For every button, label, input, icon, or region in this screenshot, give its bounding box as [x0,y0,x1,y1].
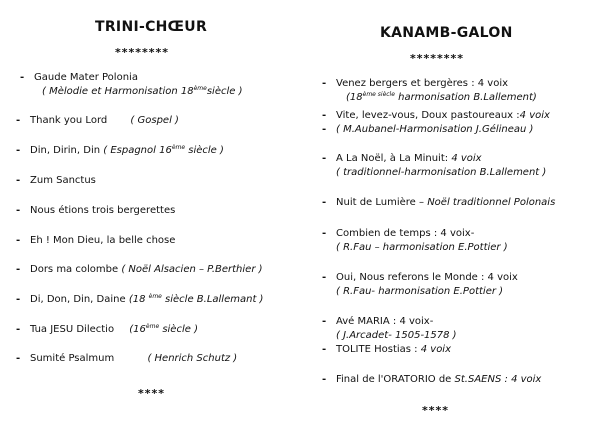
left-item-7: - Dors ma colombe ( Noël Alsacien – P.Berthier ) [16,264,263,275]
left-item-5: - Nous étions trois bergerettes [16,205,176,216]
left-item-6: - Eh ! Mon Dieu, la belle chose [16,235,176,246]
left-item-1-note: ( Mèlodie et Harmonisation 18èmesiècle ) [42,85,243,97]
right-item-6: - Oui, Nous referons le Monde : 4 voix [322,272,518,283]
right-item-3-note: ( traditionnel-harmonisation B.Lallement ) [336,167,547,178]
right-item-7: - Avé MARIA : 4 voix- [322,316,434,327]
right-item-7-note: ( J.Arcadet- 1505-1578 ) [336,330,457,341]
right-stars-top: ******** [410,52,465,65]
right-stars-bottom: **** [422,404,450,417]
right-item-6-note: ( R.Fau- harmonisation E.Pottier ) [336,286,504,297]
right-item-5-note: ( R.Fau – harmonisation E.Pottier ) [336,242,508,253]
right-item-4: - Nuit de Lumière – Noël traditionnel Polonais [322,197,556,208]
left-item-10: - Sumité Psalmum ( Henrich Schutz ) [16,353,238,364]
left-item-3: - Din, Dirin, Din ( Espagnol 16ème siècle ) [16,144,224,156]
left-title: TRINI-CHŒUR [95,19,208,35]
left-item-2: - Thank you Lord ( Gospel ) [16,115,179,126]
right-item-9: - Final de l'ORATORIO de St.SAENS : 4 voix [322,374,542,385]
left-item-8: - Di, Don, Din, Daine (18 $^{ème}$ siècle B.Lallemant ) [16,293,264,305]
left-item-1: - Gaude Mater Polonia [20,72,138,83]
left-stars-top: ******** [115,46,170,59]
right-item-3: - A La Noël, à La Minuit: 4 voix [322,153,482,164]
right-item-1: - Venez bergers et bergères : 4 voix [322,78,509,89]
right-item-5: - Combien de temps : 4 voix- [322,228,475,239]
left-item-4: - Zum Sanctus [16,175,96,186]
right-item-2: - Vite, levez-vous, Doux pastoureaux :4 voix [322,110,550,121]
left-stars-bottom: **** [138,387,166,400]
right-item-1-note: ($18^{ème siècle}$ harmonisation B.Lallement) [346,91,537,103]
left-item-9: - Tua JESU Dilectio (16ème siècle ) [16,323,198,335]
right-title: KANAMB-GALON [380,25,513,41]
right-item-2-note: - ( M.Aubanel-Harmonisation J.Gélineau ) [322,124,534,135]
right-item-8: - TOLITE Hostias : 4 voix [322,344,452,355]
